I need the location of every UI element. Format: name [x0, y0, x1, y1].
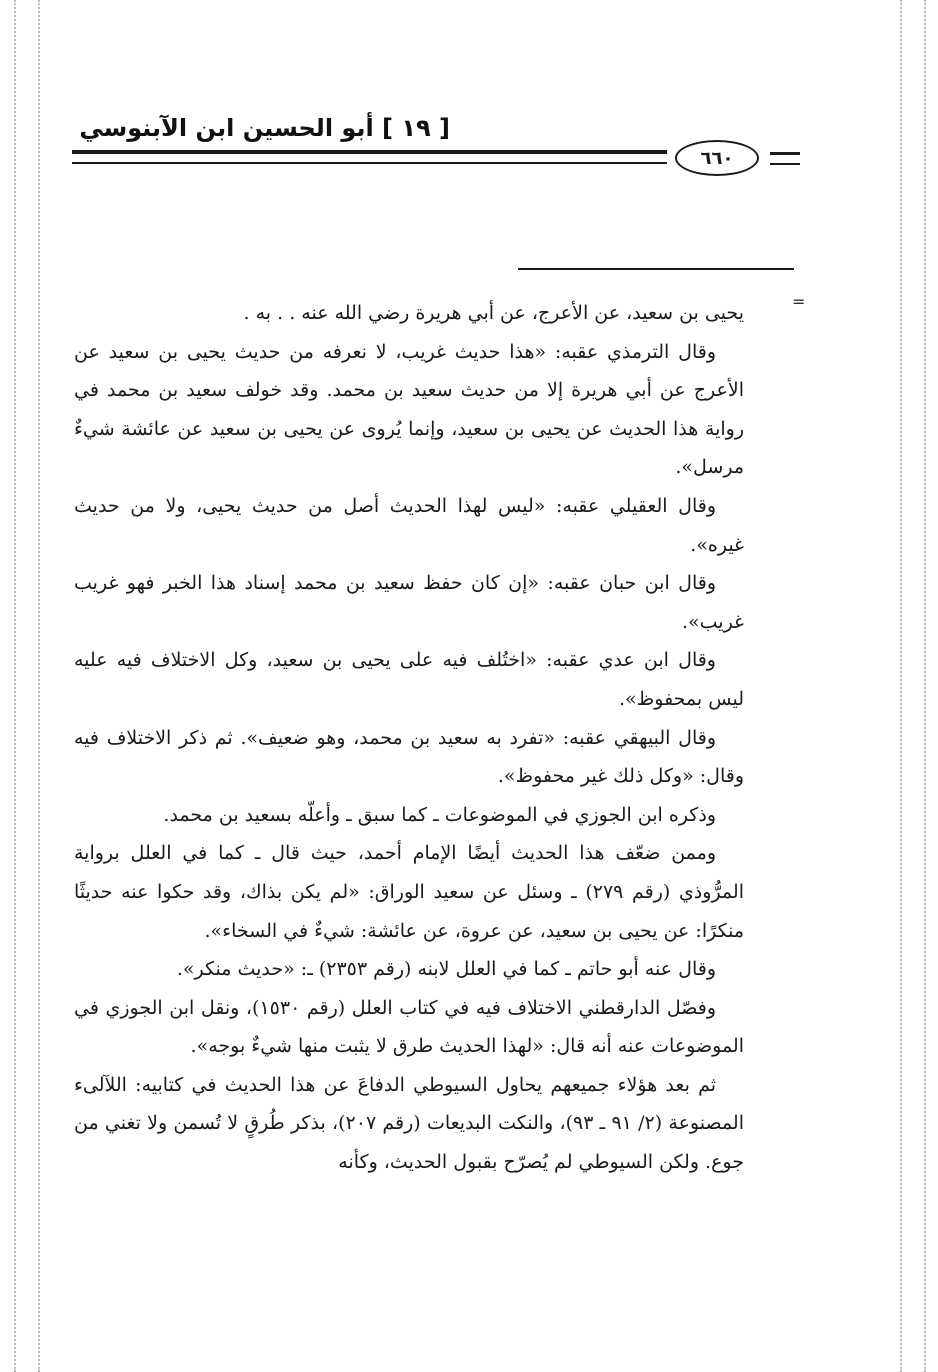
margin-dots-right-2	[924, 0, 926, 1372]
page-number: ٦٦٠	[675, 140, 759, 176]
paragraph: وقال العقيلي عقبه: «ليس لهذا الحديث أصل من حديث يحيى، ولا من حديث غيره».	[74, 494, 744, 556]
paragraph: وممن ضعّف هذا الحديث أيضًا الإمام أحمد، حيث قال ـ كما في العلل برواية المرُّوذي (رقم ٢٧٩) ـ وسئل عن سعيد الوراق: «لم يكن بذاك، وقد حكوا عنه حديثًا منكرًا: عن يحيى بن سعيد، عن عروة، عن عائشة: شيءٌ في السخاء».	[74, 842, 744, 942]
margin-dots-left-2	[38, 0, 40, 1372]
section-divider	[518, 268, 794, 270]
body-text	[74, 294, 744, 1182]
continuation-mark: =	[792, 292, 806, 311]
margin-dots-left-1	[14, 0, 16, 1372]
paragraph: وقال ابن عدي عقبه: «اختُلف فيه على يحيى بن سعيد، وكل الاختلاف فيه عليه ليس بمحفوظ».	[74, 649, 744, 710]
header-rule	[72, 150, 667, 164]
paragraph: وذكره ابن الجوزي في الموضوعات ـ كما سبق ـ وأعلّه بسعيد بن محمد.	[163, 803, 716, 826]
paragraph: وفصّل الدارقطني الاختلاف فيه في كتاب العلل (رقم ١٥٣٠)، ونقل ابن الجوزي في الموضوعات عنه أنه قال: «لهذا الحديث طرق لا يثبت منها شيءٌ بوجه».	[74, 996, 744, 1058]
paragraph: وقال ابن حبان عقبه: «إن كان حفظ سعيد بن محمد إسناد هذا الخبر فهو غريب غريب».	[74, 572, 744, 633]
page-header	[60, 108, 810, 188]
paragraph: وقال عنه أبو حاتم ـ كما في العلل لابنه (رقم ٢٣٥٣) ـ: «حديث منكر».	[176, 958, 716, 981]
paragraph: وقال الترمذي عقبه: «هذا حديث غريب، لا نعرفه من حديث يحيى بن سعيد عن الأعرج عن أبي هريرة إلا من حديث سعيد بن محمد. وقد خولف سعيد بن محمد في رواية هذا الحديث عن يحيى بن سعيد، وإنما يُروى عن يحيى بن سعيد عن عائشة شيءٌ مرسل».	[74, 340, 744, 479]
running-title: [ ١٩ ] أبو الحسين ابن الآبنوسي	[79, 114, 450, 142]
paragraph: يحيى بن سعيد، عن الأعرج، عن أبي هريرة رضي الله عنه . . به .	[243, 302, 744, 324]
margin-dots-right-1	[900, 0, 902, 1372]
header-ornament	[770, 152, 800, 165]
paragraph: وقال البيهقي عقبه: «تفرد به سعيد بن محمد، وهو ضعيف». ثم ذكر الاختلاف فيه وقال: «وكل ذلك غير محفوظ».	[74, 726, 744, 788]
paragraph: ثم بعد هؤلاء جميعهم يحاول السيوطي الدفاعَ عن هذا الحديث في كتابيه: اللآلىء المصنوعة (٢/ ٩١ ـ ٩٣)، والنكت البديعات (رقم ٢٠٧)، بذكر طُرقٍ لا تُسمن ولا تغني من جوع. ولكن السيوطي لم يُصرّح بقبول الحديث، وكأنه	[74, 1073, 744, 1174]
